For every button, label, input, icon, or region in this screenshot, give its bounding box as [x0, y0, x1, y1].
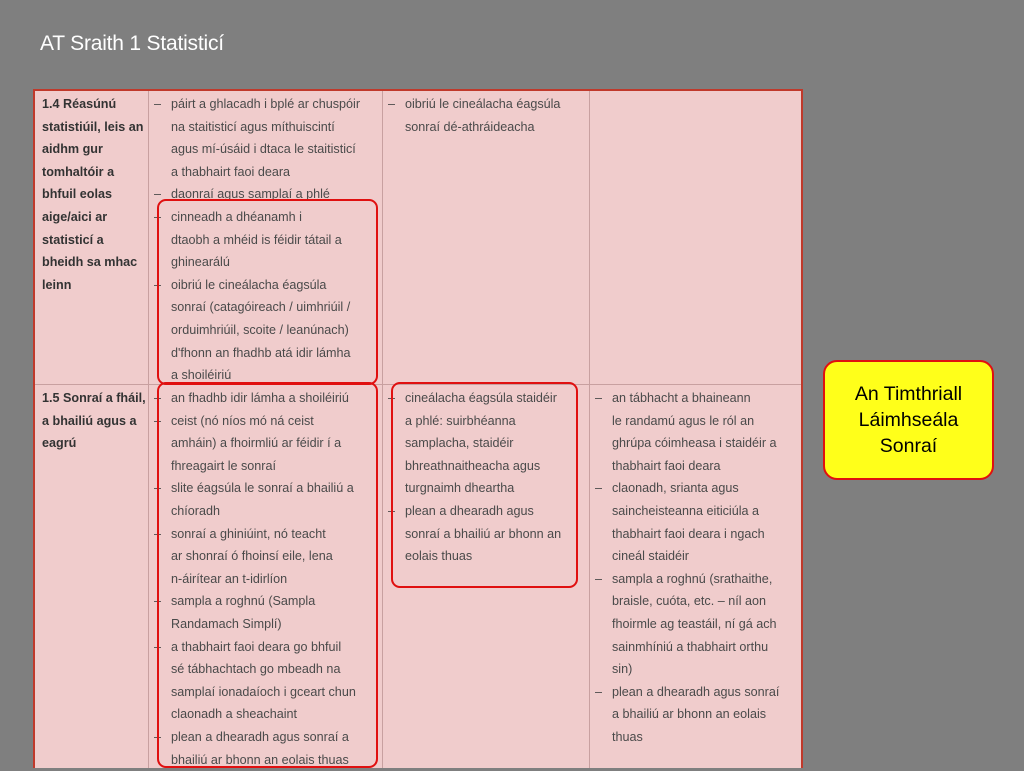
list-item: – plean a dhearadh agus sonraí a bhailiú ar bhonn an eolais thuas: [154, 726, 380, 771]
list-item: – oibriú le cineálacha éagsúla sonraí dé-athráideacha: [388, 93, 586, 138]
list-item: – sampla a roghnú (srathaithe, braisle, cuóta, etc. – níl aon fhoirmle ag teastáil, ní gá ach sainmhíniú a thabhairt orthu sin): [595, 568, 801, 681]
table-divider: [589, 91, 590, 768]
list-item: – plean a dhearadh agus sonraí a bhailiú ar bhonn an eolais thuas: [595, 681, 801, 749]
row-header-1-4: 1.4 Réasúnú statistiúil, leis an aidhm gur tomhaltóir a bhfuil eolas aige/aici ar statisticí a bheidh sa mhac leinn: [42, 97, 144, 292]
list-item: – sampla a roghnú (Sampla Randamach Simplí): [154, 590, 380, 635]
list-item: – páirt a ghlacadh i bplé ar chuspóir na staitisticí agus míthuiscintí agus mí-úsáid i dtaca le staitisticí a thabhairt faoi deara: [154, 93, 380, 183]
list-item: – an tábhacht a bhaineann le randamú agus le ról an ghrúpa cóimheasa i staidéir a thabhairt faoi deara: [595, 387, 801, 477]
row-1-col-3: [388, 93, 586, 138]
list-item: – sonraí a ghiniúint, nó teacht ar shonraí ó fhoinsí eile, lena n-áirítear an t-idirlíon: [154, 523, 380, 591]
list-item: – ceist (nó níos mó ná ceist amháin) a fhoirmliú ar féidir í a fhreagairt le sonraí: [154, 410, 380, 478]
table-divider: [148, 91, 149, 768]
list-item: – cineálacha éagsúla staidéir a phlé: suirbhéanna samplacha, staidéir bhreathnaitheacha agus turgnaimh dheartha: [388, 387, 586, 500]
list-item: – oibriú le cineálacha éagsúla sonraí (catagóireach / uimhriúil / orduimhriúil, scoite / leanúnach) d'fhonn an fhadhb atá idir lámha a shoiléiriú: [154, 274, 380, 387]
table-divider: [382, 91, 383, 768]
highlight-box: [157, 199, 378, 385]
highlight-box: [157, 382, 378, 768]
list-item: – plean a dhearadh agus sonraí a bhailiú ar bhonn an eolais thuas: [388, 500, 586, 568]
list-item: – a thabhairt faoi deara go bhfuil sé tábhachtach go mbeadh na samplaí ionadaíoch i gceart chun claonadh a sheachaint: [154, 636, 380, 726]
slide-title: AT Sraith 1 Statisticí: [40, 32, 224, 55]
list-item: – an fhadhb idir lámha a shoiléiriú: [154, 387, 380, 410]
list-item: – daonraí agus samplaí a phlé: [154, 183, 380, 206]
list-item: – claonadh, srianta agus saincheisteanna eiticiúla a thabhairt faoi deara i ngach cineál staidéir: [595, 477, 801, 567]
row-2-col-4: [595, 387, 801, 749]
highlight-box: [391, 382, 578, 588]
list-item: – cinneadh a dhéanamh i dtaobh a mhéid is féidir tátail a ghinearálú: [154, 206, 380, 274]
data-cycle-callout: An Timthriall Láimhseála Sonraí: [823, 360, 994, 480]
row-header-1-5: 1.5 Sonraí a fháil, a bhailiú agus a eagrú: [42, 391, 146, 451]
list-item: – slite éagsúla le sonraí a bhailiú a chíoradh: [154, 477, 380, 522]
